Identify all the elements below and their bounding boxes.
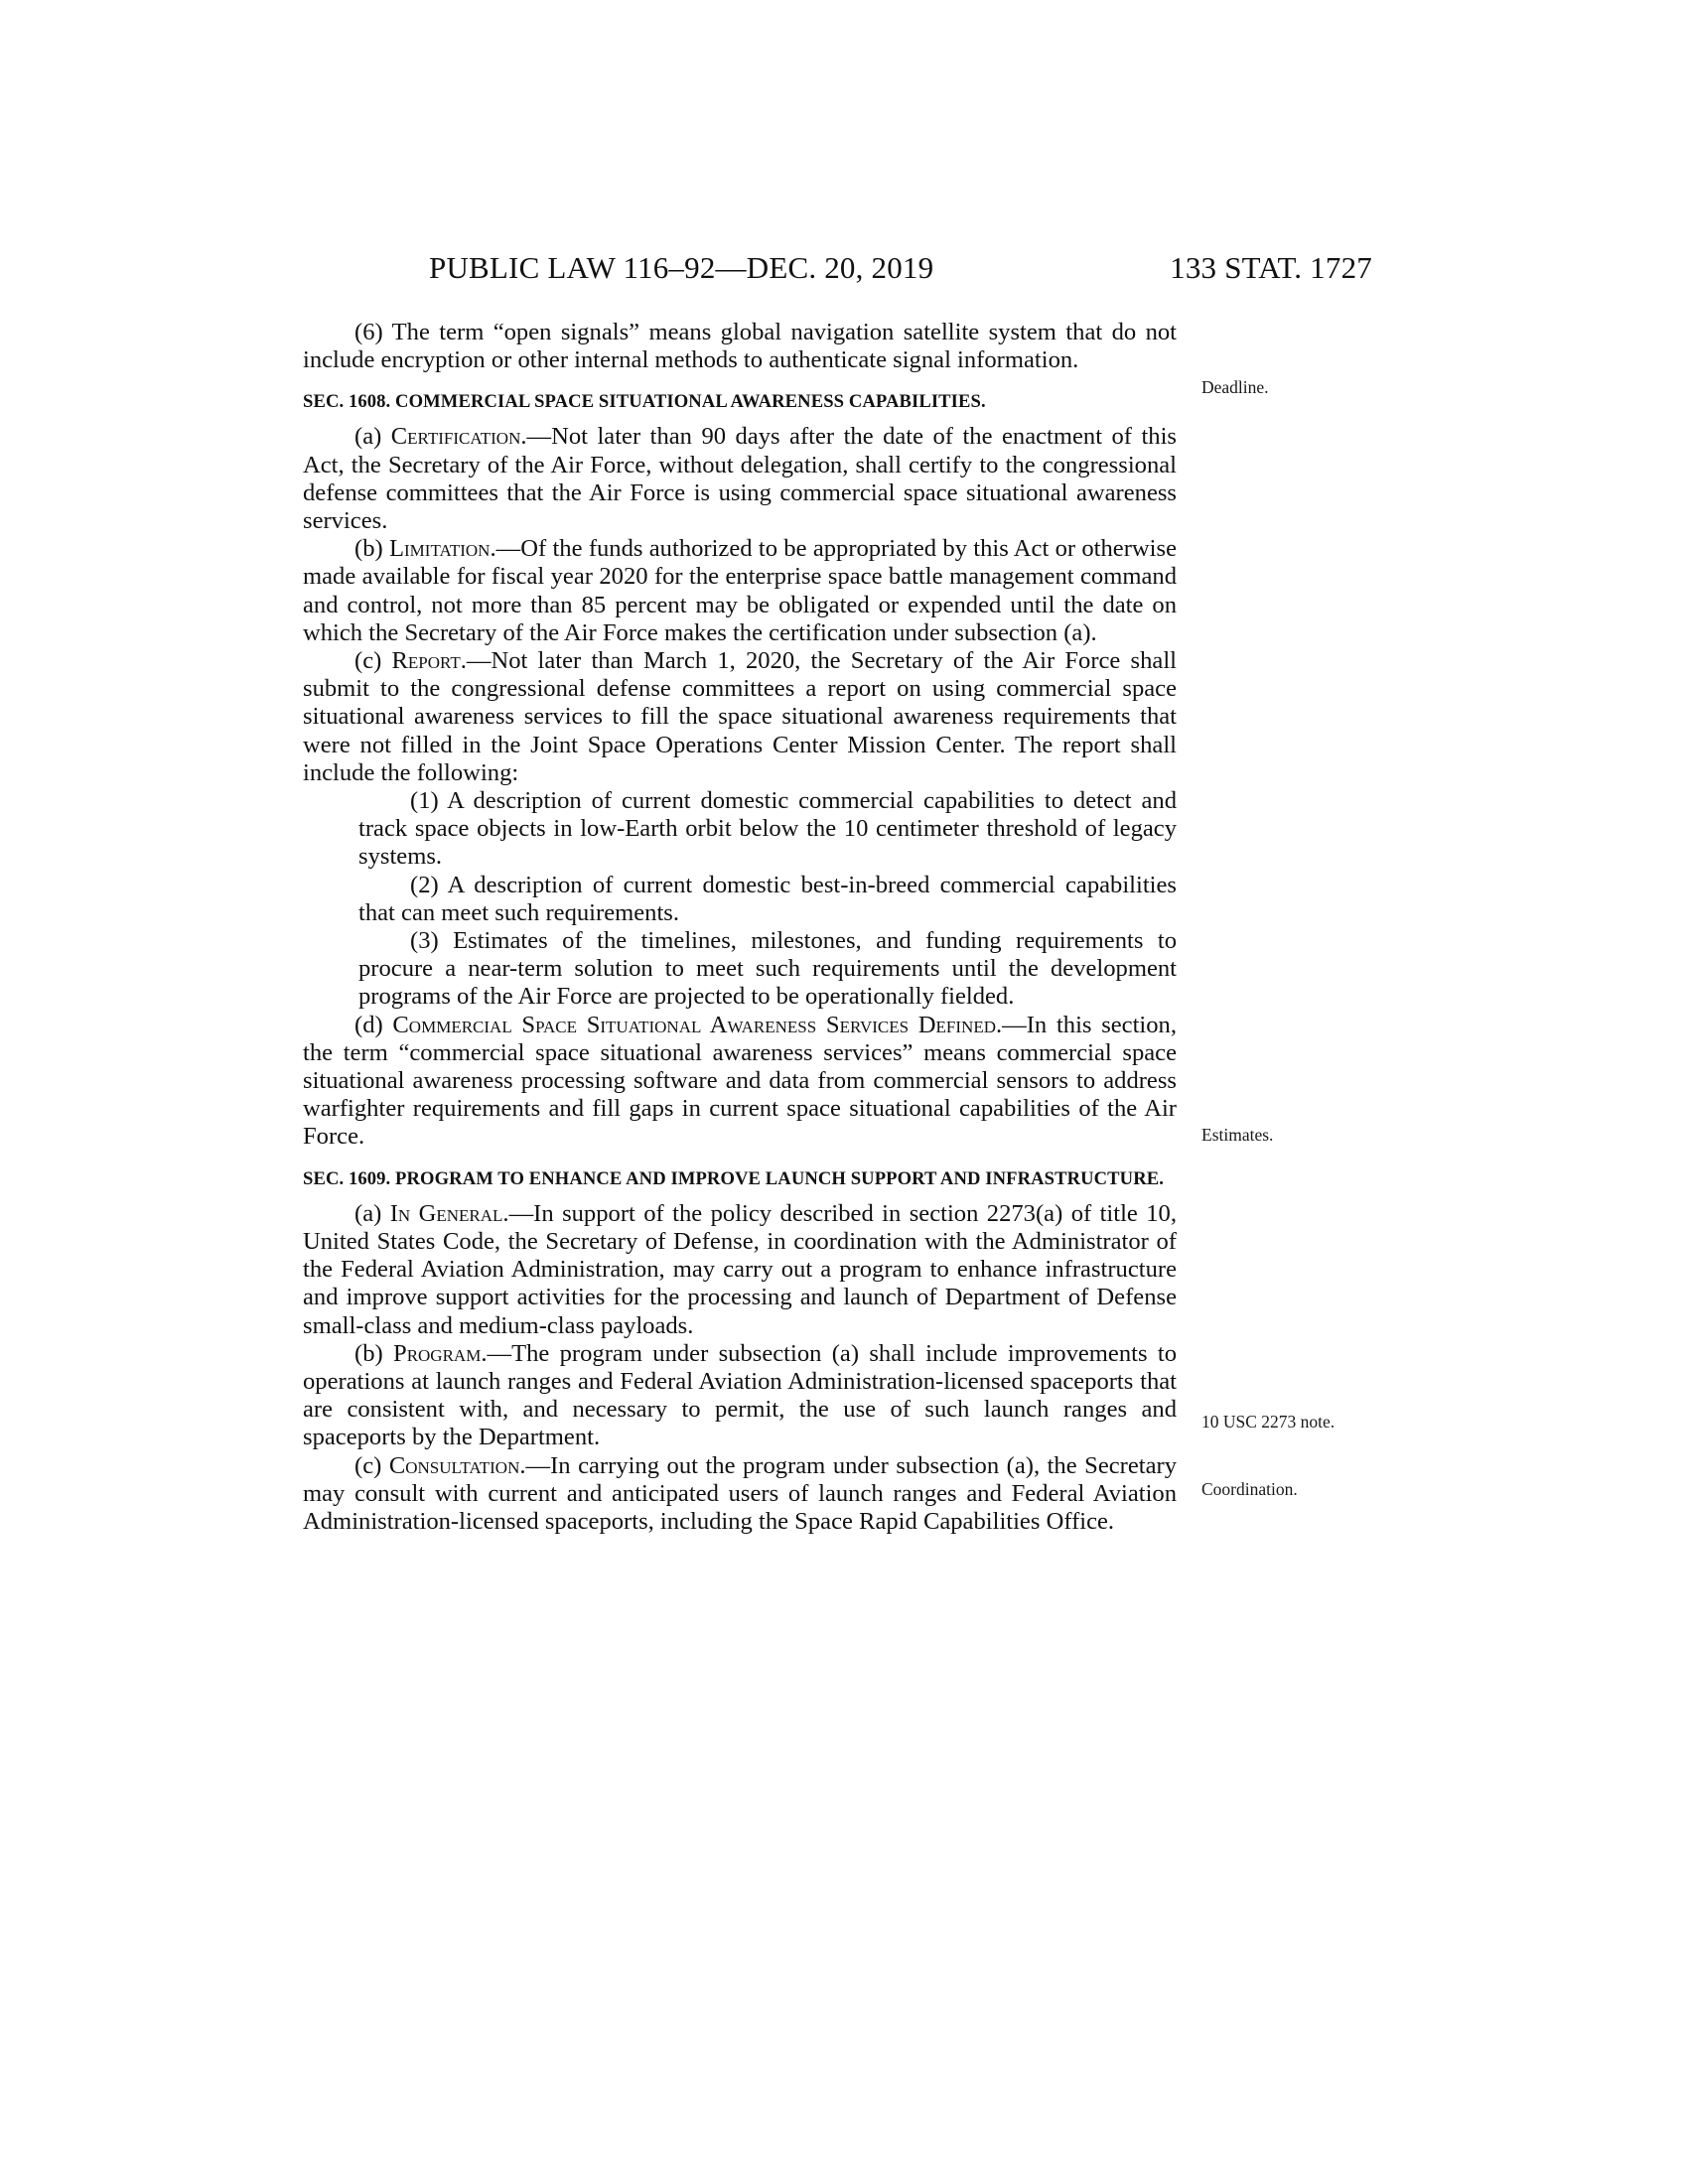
section-1608-subsection-a: (a) Certification.—Not later than 90 days after the date of the enactment of this Act, the Secretary of the Air Force, without delegation, shall certify to the congressional defense committees that the Air Force is using commercial space situational awareness services. — [303, 423, 1177, 535]
section-1608-subsection-b: (b) Limitation.—Of the funds authorized to be appropriated by this Act or otherwise made available for fiscal year 2020 for the enterprise space battle management command and control, not more than 85 percent may be obligated or expended until the date on which the Secretary of the Air Force makes the certification under subsection (a). — [303, 535, 1177, 646]
margin-note-deadline: Deadline. — [1201, 377, 1269, 397]
section-1609-subsection-c: (c) Consultation.—In carrying out the program under subsection (a), the Secretary may consult with current and anticipated users of launch ranges and Federal Aviation Administration-licensed spaceports, including the Space Rapid Capabilities Office. — [303, 1451, 1178, 1535]
margin-note-usc: 10 USC 2273 note. — [1201, 1412, 1336, 1432]
paragraph-6: (6) The term “open signals” means global navigation satellite system that do not include encryption or other internal methods to authenticate signal information. — [303, 319, 1177, 374]
subsection-caption: Program — [393, 1339, 482, 1367]
subsection-caption: Report — [391, 647, 461, 675]
section-1608-c-item-3: (3) Estimates of the timelines, milestones, and funding requirements to procure a near-term solution to meet such requirements until the development programs of the Air Force are projected to be operationally fielded. — [358, 927, 1177, 1011]
section-1609-heading: SEC. 1609. PROGRAM TO ENHANCE AND IMPROVE LAUNCH SUPPORT AND INFRASTRUCTURE. — [303, 1167, 1164, 1189]
section-1608-subsection-c: (c) Report.—Not later than March 1, 2020, the Secretary of the Air Force shall submit to the congressional defense committees a report on using commercial space situational awareness services to fill the space situational awareness requirements that were not filled in the Joint Space Operations Center Mission Center. The report shall include the following: — [303, 647, 1177, 786]
subsection-caption: Commercial Space Situational Awareness Services Defined — [392, 1011, 996, 1038]
statute-page-number: 133 STAT. 1727 — [1170, 250, 1372, 285]
section-1609-subsection-b: (b) Program.—The program under subsection (a) shall include improvements to operations at launch ranges and Federal Aviation Administration-licensed spaceports that are consistent with, and necessary to permit, the use of such launch ranges and spaceports by the Department. — [303, 1339, 1178, 1451]
section-1608-subsection-d: (d) Commercial Space Situational Awareness Services Defined.—In this section, the term “commercial space situational awareness services” means commercial space situational awareness processing software and data from commercial sensors to address warfighter requirements and fill gaps in current space situational capabilities of the Air Force. — [303, 1011, 1178, 1151]
running-head — [300, 250, 1372, 286]
subsection-caption: Limitation — [388, 535, 491, 563]
subsection-caption: Certification — [390, 423, 521, 451]
public-law-title: PUBLIC LAW 116–92—DEC. 20, 2019 — [429, 250, 934, 285]
subsection-caption: Consultation — [388, 1451, 520, 1479]
body-text — [303, 319, 1177, 1536]
section-1608-c-item-2: (2) A description of current domestic best-in-breed commercial capabilities that can meet such requirements. — [358, 871, 1177, 926]
section-1608-heading: SEC. 1608. COMMERCIAL SPACE SITUATIONAL AWARENESS CAPABILITIES. — [303, 391, 986, 413]
subsection-caption: In General — [389, 1199, 503, 1227]
section-1609-subsection-a: (a) In General.—In support of the policy described in section 2273(a) of title 10, United States Code, the Secretary of Defense, in coordination with the Administrator of the Federal Aviation Administration, may carry out a program to enhance infrastructure and improve support activities for the processing and launch of Department of Defense small-class and medium-class payloads. — [303, 1199, 1178, 1339]
section-1608-c-item-1: (1) A description of current domestic commercial capabilities to detect and track space objects in low-Earth orbit below the 10 centimeter threshold of legacy systems. — [358, 787, 1177, 871]
margin-note-coordination: Coordination. — [1201, 1479, 1298, 1499]
margin-note-estimates: Estimates. — [1201, 1125, 1274, 1145]
